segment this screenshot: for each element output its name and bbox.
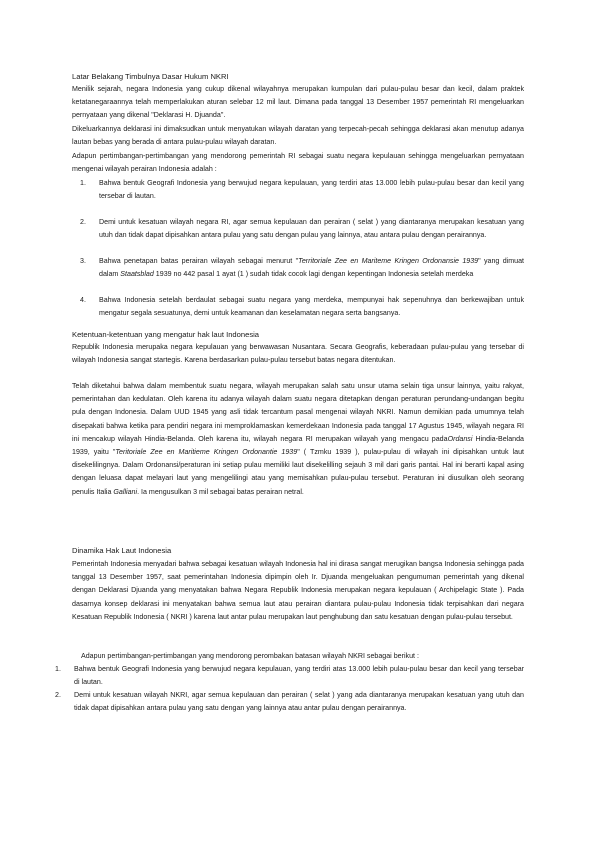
paragraph: Dikeluarkannya deklarasi ini dimaksudkan untuk menyatukan wilayah daratan yang terpecah-pecah sehingga deklarasi akan menutup adanya lautan bebas yang berada di antara pulau-pulau wilayah daratan.: [72, 125, 524, 147]
list-number: 2.: [55, 691, 61, 699]
paragraph-text-part: Telah diketahui bahwa dalam membentuk suatu negara, wilayah merupakan salah satu unsur utama selain tiga unsur lainnya, yaitu rakyat, pemerintahan dan kedulatan. Oleh karena itu adanya wilayah dalam suatu negara ditetapkan dengan peraturan perundang-undangan begitu pula dengan Indonesia. Dalam UUD 1945 yang asli tidak tercantum pasal mengenai wilayah NKRI. Namun demikian pada umumnya telah disepakati bahwa ketika para pendiri negara ini memproklamaskan kemerdekaan Indonesia pada tanggal 17 Agustus 1945, wilayah negara RI ini mencakup wilayah Hindia-Belanda. Oleh karena itu, wilayah negara RI merupakan wilayah yang mengacu pada: [72, 382, 524, 443]
paragraph-text-italic: Ordansi: [447, 434, 473, 443]
list-item-text: Demi untuk kesatuan wilayah NKRI, agar semua kepulauan dan perairan ( selat ) yang ada diantaranya merupakan kesatuan yang utuh dan tidak dapat dipisahkan antara pulau yang satu dengan yang lainnya atau antar pulau dengan perairannya.: [74, 691, 524, 713]
paragraph-text-italic: Galliani: [113, 487, 138, 496]
paragraph: Menilik sejarah, negara Indonesia yang cukup dikenal wilayahnya merupakan kumpulan dari pulau-pulau besar dan kecil, dalam praktek ketatanegaraannya telah memperlakukan aturan selebar 12 mil laut. Dimana pada tanggal 13 Desember 1957 pemerintah RI mengeluarkan pernyataan yang dikenal "Deklarasi H. Djuanda".: [72, 85, 524, 120]
paragraph: Pemerintah Indonesia menyadari bahwa sebagai kesatuan wilayah Indonesia hal ini dirasa sangat merugikan bangsa Indonesia sehingga pada tanggal 13 Desember 1957, saat pemerintahan Indonesia dipimpin oleh Ir. Djuanda mengeluakan pengumuman pemerintah yang dikenal dengan Deklarasi Djuanda yang menyatakan bahwa Negara Republik Indonesia merupakan negara kepulauan ( Archipelagic State ). Pada dasarnya konsep deklarasi ini menyatakan bahwa semua laut atau perairan diantara pulau-pulau Indonesia tidak terpisahkan dari negara Kesatuan Republik Indonesia ( NKRI ) karena laut antar pulau merupakan laut penghubung dan satu kesatuan dengan pulau-pulau tersebut.: [72, 560, 524, 621]
list-item: [72, 216, 524, 255]
list-item-text: Bahwa bentuk Geografi Indonesia yang berwujud negara kepulauan, yang terdiri atas 13.000 lebih pulau-pulau besar dan kecil yang tersebar di lautan.: [74, 665, 524, 687]
considerations-list: [55, 663, 524, 715]
section-heading-ketentuan: Ketentuan-ketentuan yang mengatur hak laut Indonesia: [72, 330, 260, 339]
list-item-text-part: " yang dimuat dalam: [99, 257, 525, 279]
paragraph-text-italic: Teritoriale Zee en Maritieme Kringen Ordonantie 1939: [115, 448, 298, 457]
paragraph-text-part: " ( Tzmku 1939 ), pulau-pulau di wilayah ini dipisahkan untuk laut disekelilingnya. Dalam Ordonansi/peraturan ini setiap pulau memiliki laut disekelilling sejauh 3 mil dari garis pantai. Hal ini berarti kapal asing dengan leluasa dapat melayari laut yang mengelilingi atau yang memisahkan pulau-pulau tersebut. Peraturan ini diusulkan oleh seorang penulis Italia: [72, 448, 525, 496]
paragraph-text-part: . Ia mengusulkan 3 mil sebagai batas perairan netral.: [137, 487, 304, 496]
list-item-text: Demi untuk kesatuan wilayah negara RI, agar semua kepulauan dan perairan ( selat ) yang diantaranya merupakan kesatuan yang utuh dan tidak dapat dipisahkan antara pulau yang satu dengan pulau yang lainnya, atau antara pulau dengan perairannya.: [99, 218, 524, 240]
list-item: [55, 663, 524, 689]
list-number: 3.: [80, 257, 86, 265]
list-number: 2.: [80, 218, 86, 226]
considerations-list: [72, 177, 524, 333]
paragraph: Adapun pertimbangan-pertimbangan yang mendorong pemerintah RI sebagai suatu negara kepulauan sehingga mengeluarkan pernyataan mengenai wilayah perairan Indonesia adalah :: [72, 152, 524, 174]
list-item: [72, 255, 524, 294]
list-item-text-italic: Staatsblad: [120, 270, 154, 279]
list-item-text-italic: Territoriale Zee en Mariteme Kringen Ordonansie 1939: [298, 257, 479, 265]
list-number: 4.: [80, 296, 86, 304]
list-number: 1.: [55, 665, 61, 673]
list-item: [55, 689, 524, 715]
list-item: [72, 177, 524, 216]
paragraph: Republik Indonesia merupaka negara kepulauan yang berwawasan Nusantara. Secara Geografis, keberadaan pulau-pulau yang tersebar di wilayah Indonesia sangat startegis. Karena berdasarkan pulau-pulau tersebut batas negara ditentukan.: [72, 343, 524, 365]
paragraph: Adapun pertimbangan-pertimbangan yang mendorong perombakan batasan wilayah NKRI sebagai berikut :: [81, 652, 419, 660]
list-item-text-part: 1939 no 442 pasal 1 ayat (1 ) sudah tidak cocok lagi dengan kepentingan Indonesia setelah merdeka: [153, 270, 474, 279]
list-item-text-part: Bahwa penetapan batas perairan wilayah sebagai menurut ": [99, 257, 299, 265]
section-heading-dinamika: Dinamika Hak Laut Indonesia: [72, 546, 172, 555]
list-number: 1.: [80, 179, 86, 187]
section-heading-latar-belakang: Latar Belakang Timbulnya Dasar Hukum NKRI: [72, 72, 229, 81]
paragraph-text-part: Hindia-Belanda 1939, yaitu ": [72, 434, 524, 457]
list-item-text: Bahwa Indonesia setelah berdaulat sebagai suatu negara yang merdeka, mempunyai hak sepenuhnya dan berkewajiban untuk mengatur segala sesuatunya, demi untuk keamanan dan keselamatan negara serta bangsanya.: [99, 296, 524, 318]
paragraph: [72, 380, 524, 499]
list-item-text: Bahwa bentuk Geografi Indonesia yang berwujud negara kepulauan, yang terdiri atas 13.000 lebih pulau-pulau besar dan kecil yang tersebar di lautan.: [99, 179, 524, 201]
